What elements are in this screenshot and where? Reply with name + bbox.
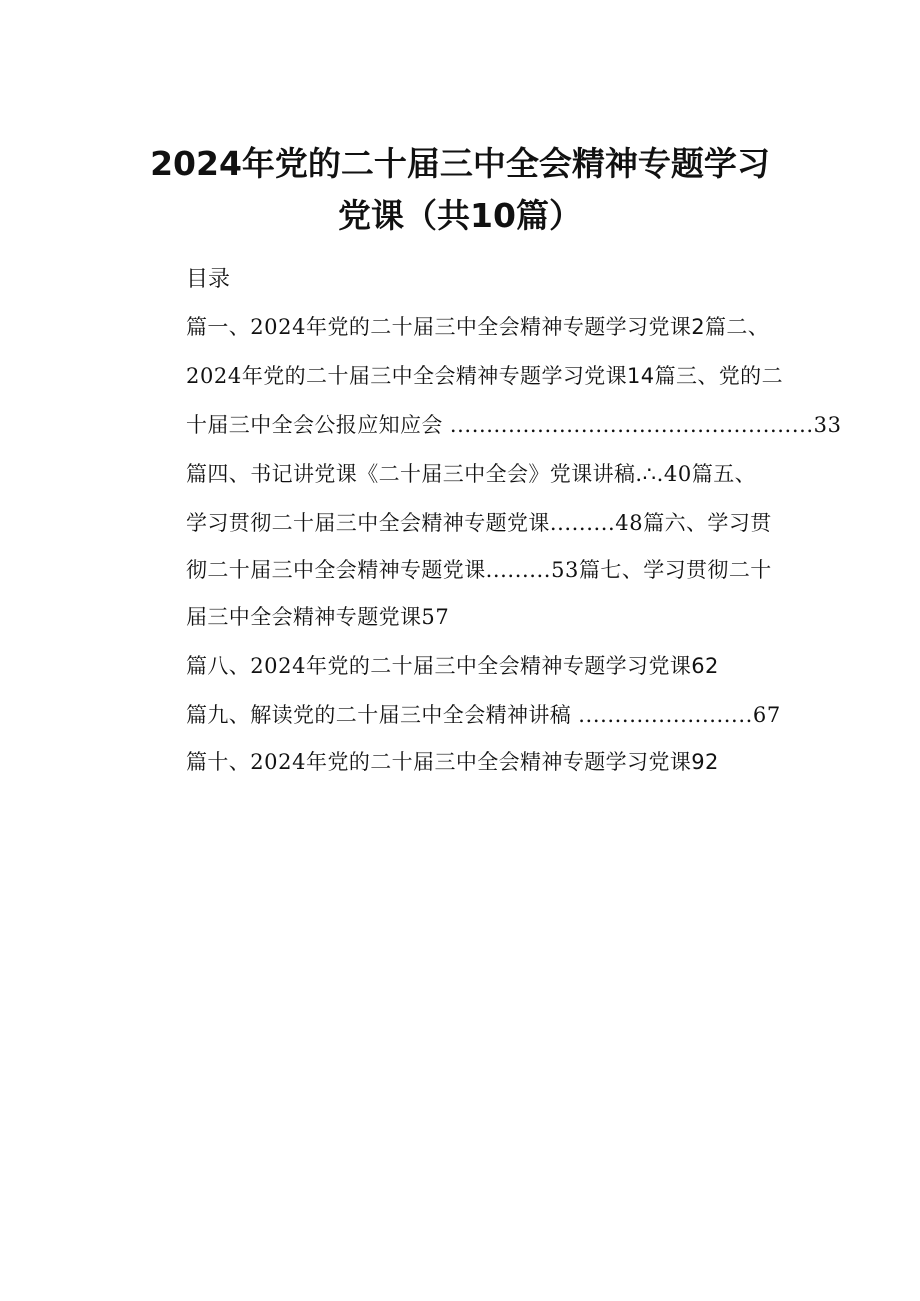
toc-line-number: 57 — [421, 605, 450, 629]
toc-line-rest: 年党的二十届三中全会精神专题学习党课92 — [306, 750, 719, 774]
toc-line[interactable] — [186, 409, 842, 439]
toc-line[interactable] — [186, 746, 719, 776]
toc-line[interactable] — [186, 458, 756, 488]
toc-line-rest: 篇七、学习贯彻二十 — [579, 558, 772, 582]
toc-line[interactable] — [186, 699, 781, 729]
toc-line-number: .........48 — [549, 511, 644, 535]
document-title-line-1: 2024年党的二十届三中全会精神专题学习 — [150, 144, 770, 183]
toc-line-number: ..................................................33 — [449, 413, 842, 437]
toc-line-number: ........................67 — [578, 703, 781, 727]
toc-line[interactable] — [186, 601, 449, 631]
toc-line-text: 篇八、 — [186, 654, 251, 678]
toc-line-text: 十届三中全会公报应知应会 — [186, 413, 450, 437]
toc-line-number: 2024 — [250, 315, 307, 339]
toc-line-rest: 篇五、 — [691, 462, 757, 486]
toc-line-text: 彻二十届三中全会精神专题党课 — [186, 558, 486, 582]
toc-line-number: .∴.40 — [635, 462, 692, 486]
toc-line-rest: 年党的二十届三中全会精神专题学习党课2篇二、 — [306, 315, 770, 339]
toc-line-number: 2024 — [250, 654, 307, 678]
toc-line[interactable] — [186, 554, 772, 584]
toc-line-text: 届三中全会精神专题党课 — [186, 605, 422, 629]
toc-line-rest: 篇六、学习贯 — [643, 511, 772, 535]
toc-line[interactable] — [186, 311, 769, 341]
toc-line[interactable] — [186, 360, 783, 390]
toc-heading: 目录 — [186, 267, 231, 292]
toc-line[interactable] — [186, 507, 772, 537]
document-title-line-2: 党课（共10篇） — [338, 196, 582, 235]
toc-line-text: 篇一、 — [186, 315, 251, 339]
toc-line-text: 篇十、 — [186, 750, 251, 774]
toc-line-number: .........53 — [485, 558, 580, 582]
toc-line-text: 篇四、书记讲党课《二十届三中全会》党课讲稿 — [186, 462, 636, 486]
toc-line[interactable] — [186, 650, 719, 680]
toc-line-text: 学习贯彻二十届三中全会精神专题党课 — [186, 511, 550, 535]
toc-line-number: 2024 — [250, 750, 307, 774]
toc-line-rest: 年党的二十届三中全会精神专题学习党课62 — [306, 654, 719, 678]
toc-line-number: 2024 — [186, 364, 242, 388]
toc-line-text: 篇九、解读党的二十届三中全会精神讲稿 — [186, 703, 579, 727]
toc-line-rest: 年党的二十届三中全会精神专题学习党课14篇三、党的二 — [241, 364, 783, 388]
